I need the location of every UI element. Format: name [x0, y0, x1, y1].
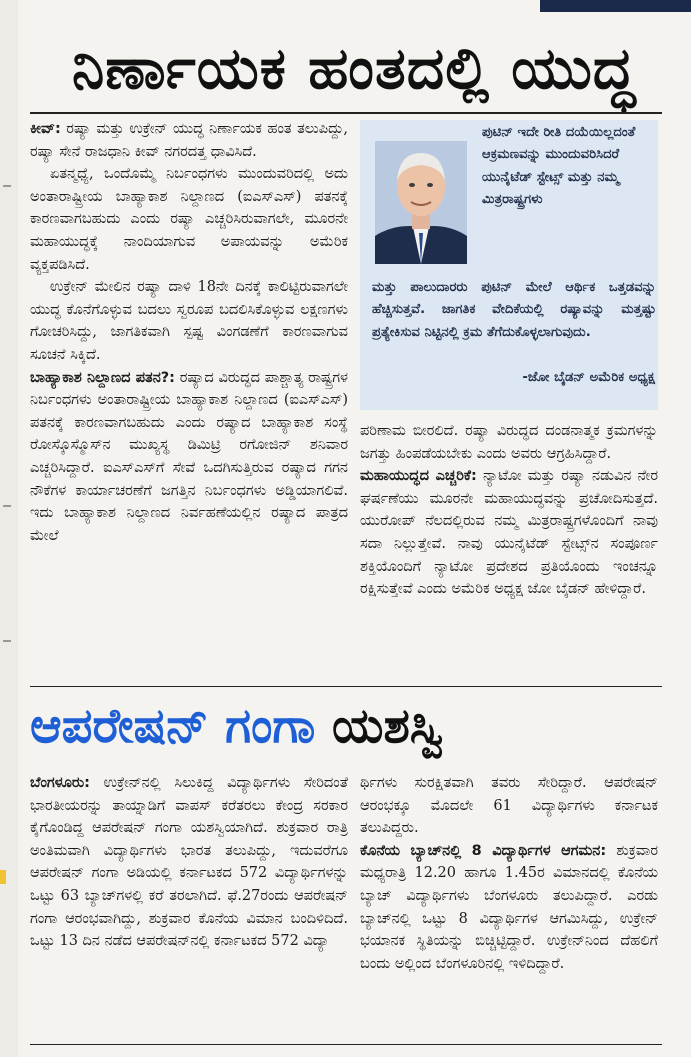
edge-mark — [3, 505, 11, 507]
war-paragraph — [360, 420, 658, 465]
headline-ganga-part1: ಆಪರೇಷನ್ ಗಂಗಾ — [30, 698, 316, 754]
paragraph-text: ರಷ್ಯಾದ ವಿರುದ್ಧದ ಪಾಶ್ಚಾತ್ಯ ರಾಷ್ಟ್ರಗಳ ನಿರ್ಬಂಧಗಳು ಅಂತಾರಾಷ್ಟ್ರೀಯ ಬಾಹ್ಯಾಕಾಶ ನಿಲ್ದಾಣದ (ಐಎಸ್‌ಎಸ್) ಪತನಕ್ಕೆ ಕಾರಣವಾಗಬಹುದು ಎಂದು ರಷ್ಯಾದ ಬಾಹ್ಯಾಕಾಶ ಸಂಸ್ಥೆ ರೋಸ್ಕೊಸ್ಮೊಸ್‌ನ ಮುಖ್ಯಸ್ಥ ಡಿಮಿಟ್ರಿ ರಗೋಜಿನ್ ಶನಿವಾರ ಎಚ್ಚರಿಸಿದ್ದಾರೆ. ಐಎಸ್‌ಎಸ್‌ಗೆ ಸೇವೆ ಒದಗಿಸುತ್ತಿರುವ ರಷ್ಯಾದ ಗಗನ ನೌಕೆಗಳ ಕಾರ್ಯಾಚರಣೆಗೆ ಜಗತ್ತಿನ ನಿರ್ಬಂಧಗಳು ಅಡ್ಡಿಯಾಗಲಿವೆ. ಇದು ಬಾಹ್ಯಾಕಾಶ ನಿಲ್ದಾಣದ ನಿರ್ವಹಣೆಯಲ್ಲಿನ ರಷ್ಯಾದ ಪಾತ್ರದ ಮೇಲೆ — [30, 369, 348, 544]
biden-photo — [375, 141, 467, 264]
paragraph-text: ಉಕ್ರೇನ್‌ನಲ್ಲಿ ಸಿಲುಕಿದ್ದ ವಿದ್ಯಾರ್ಥಿಗಳು ಸೇರಿದಂತೆ ಭಾರತೀಯರನ್ನು ತಾಯ್ನಾಡಿಗೆ ವಾಪಸ್ ಕರೆತರಲು ಕೇಂದ್ರ ಸರಕಾರ ಕೈಗೊಂಡಿದ್ದ ಆಪರೇಷನ್ ಗಂಗಾ ಯಶಸ್ವಿಯಾಗಿದೆ. ಶುಕ್ರವಾರ ರಾತ್ರಿ ಅಂತಿಮವಾಗಿ ವಿದ್ಯಾರ್ಥಿಗಳು ಭಾರತ ತಲುಪಿದ್ದು, ಇದುವರೆಗೂ ಆಪರೇಷನ್ ಗಂಗಾ ಅಡಿಯಲ್ಲಿ ಕರ್ನಾಟಕದ 572 ವಿದ್ಯಾರ್ಥಿಗಳನ್ನು ಒಟ್ಟು 63 ಬ್ಯಾಚ್‌ಗಳಲ್ಲಿ ಕರೆ ತರಲಾಗಿದೆ. ಫೆ.27ರಂದು ಆಪರೇಷನ್ ಗಂಗಾ ಆರಂಭವಾಗಿದ್ದು, ಶುಕ್ರವಾರ ಕೊನೆಯ ವಿಮಾನ ಬಂದಿಳಿದಿದೆ. ಒಟ್ಟು 13 ದಿನ ನಡೆದ ಆಪರೇಷನ್‌ನಲ್ಲಿ ಕರ್ನಾಟಕದ 572 ವಿದ್ಯಾ — [30, 775, 348, 950]
top-color-bar — [540, 0, 691, 12]
war-story-right-column — [360, 420, 658, 682]
edge-mark — [3, 640, 11, 642]
paragraph-text: ಉಕ್ರೇನ್ ಮೇಲಿನ ರಷ್ಯಾ ದಾಳಿ 18ನೇ ದಿನಕ್ಕೆ ಕಾಲಿಟ್ಟಿರುವಾಗಲೇ ಯುದ್ಧ ಕೊನೆಗೊಳ್ಳುವ ಬದಲು ಸ್ವರೂಪ ಬದಲಿಸಿಕೊಳ್ಳುವ ಲಕ್ಷಣಗಳು ಗೋಚರಿಸಿದ್ದು, ಜಾಗತಿಕವಾಗಿ ಸ್ಪಷ್ಟ ವಿಂಗಡಣೆಗೆ ಕಾರಣವಾಗುವ ಸೂಚನೆ ಸಿಕ್ಕಿದೆ. — [30, 279, 348, 363]
war-paragraph — [30, 367, 348, 548]
subheading: ಮಹಾಯುದ್ಧದ ಎಚ್ಚರಿಕೆ: — [360, 468, 477, 485]
edge-mark — [3, 185, 11, 187]
portrait-illustration — [375, 141, 467, 264]
headline-war: ನಿರ್ಣಾಯಕ ಹಂತದಲ್ಲಿ ಯುದ್ಧ — [72, 34, 636, 102]
paragraph-text: ಏತನ್ಮಧ್ಯೆ, ಒಂದೊಮ್ಮೆ ನಿರ್ಬಂಧಗಳು ಮುಂದುವರಿದಲ್ಲಿ ಅದು ಅಂತಾರಾಷ್ಟ್ರೀಯ ಬಾಹ್ಯಾಕಾಶ ನಿಲ್ದಾಣದ (ಐಎಸ್‌ಎಸ್) ಪತನಕ್ಕೆ ಕಾರಣವಾಗಬಹುದು ಎಂದು ರಷ್ಯಾ ಎಚ್ಚರಿಸಿರುವಾಗಲೇ, ಮೂರನೇ ಮಹಾಯುದ್ಧಕ್ಕೆ ನಾಂದಿಯಾಗುವ ಅಪಾಯವನ್ನು ಅಮೆರಿಕ ವ್ಯಕ್ತಪಡಿಸಿದೆ. — [30, 166, 348, 273]
war-paragraph — [360, 465, 658, 601]
paragraph-text: ನ್ಯಾಟೋ ಮತ್ತು ರಷ್ಯಾ ನಡುವಿನ ನೇರ ಘರ್ಷಣೆಯು ಮೂರನೇ ಮಹಾಯುದ್ಧವನ್ನು ಪ್ರಚೋದಿಸುತ್ತದೆ. ಯುರೋಪ್ ನೆಲದಲ್ಲಿರುವ ನಮ್ಮ ಮಿತ್ರರಾಷ್ಟ್ರಗಳೊಂದಿಗೆ ನಾವು ಸದಾ ನಿಲ್ಲುತ್ತೇವೆ. ನಾವು ಯುನೈಟೆಡ್ ಸ್ಟೇಟ್ಸ್‌ನ ಸಂಪೂರ್ಣ ಶಕ್ತಿಯೊಂದಿಗೆ ನ್ಯಾಟೋ ಪ್ರದೇಶದ ಪ್ರತಿಯೊಂದು ಇಂಚನ್ನೂ ರಕ್ಷಿಸುತ್ತೇವೆ ಎಂದು ಅಮೆರಿಕ ಅಧ್ಯಕ್ಷ ಜೋ ಬೈಡನ್ ಹೇಳಿದ್ದಾರೆ. — [360, 468, 658, 598]
left-page-edge — [0, 0, 18, 1057]
war-paragraph — [30, 118, 348, 163]
headline-ganga-part2: ಯಶಸ್ವಿ — [332, 698, 444, 754]
headline-rule — [30, 112, 662, 114]
ganga-paragraph — [360, 840, 658, 976]
war-paragraph — [30, 163, 348, 276]
ganga-paragraph — [360, 772, 658, 840]
quote-text-full: ಮತ್ತು ಪಾಲುದಾರರು ಪುಟಿನ್ ಮೇಲೆ ಆರ್ಥಿಕ ಒತ್ತಡವನ್ನು ಹೆಚ್ಚಿಸುತ್ತವೆ. ಜಾಗತಿಕ ವೇದಿಕೆಯಲ್ಲಿ ರಷ್ಯಾವನ್ನು ಮತ್ತಷ್ಟು ಪ್ರತ್ಯೇಕಿಸುವ ನಿಟ್ಟಿನಲ್ಲಿ ಕ್ರಮ ತೆಗೆದುಕೊಳ್ಳಲಾಗುವುದು. — [372, 280, 656, 340]
paragraph-text: ರ್ಥಿಗಳು ಸುರಕ್ಷಿತವಾಗಿ ತವರು ಸೇರಿದ್ದಾರೆ. ಆಪರೇಷನ್ ಆರಂಭಕ್ಕೂ ಮೊದಲೇ 61 ವಿದ್ಯಾರ್ಥಿಗಳು ಕರ್ನಾಟಕ ತಲುಪಿದ್ದರು. — [360, 775, 658, 837]
ganga-story-right-column — [360, 772, 658, 1036]
quote-attribution: -ಜೋ ಬೈಡನ್ ಅಮೆರಿಕ ಅಧ್ಯಕ್ಷ — [522, 370, 655, 385]
war-paragraph — [30, 276, 348, 366]
ganga-story-left-column — [30, 772, 348, 1036]
dateline: ಬೆಂಗಳೂರು: — [30, 775, 90, 791]
war-story-left-column — [30, 118, 348, 648]
subheading: ಕೊನೆಯ ಬ್ಯಾಚ್‌ನಲ್ಲಿ 8 ವಿದ್ಯಾರ್ಥಿಗಳ ಆಗಮನ: — [360, 842, 607, 859]
paragraph-text: ಶುಕ್ರವಾರ ಮಧ್ಯರಾತ್ರಿ 12.20 ಹಾಗೂ 1.45ರ ವಿಮಾನದಲ್ಲಿ ಕೊನೆಯ ಬ್ಯಾಚ್ ವಿದ್ಯಾರ್ಥಿಗಳು ಬೆಂಗಳೂರು ತಲುಪಿದ್ದಾರೆ. ಎರಡು ಬ್ಯಾಚ್‌ನಲ್ಲಿ ಒಟ್ಟು 8 ವಿದ್ಯಾರ್ಥಿಗಳ ಆಗಮಿಸಿದ್ದು, ಉಕ್ರೇನ್ ಭಯಾನಕ ಸ್ಥಿತಿಯನ್ನು ಬಿಚ್ಚಿಟ್ಟಿದ್ದಾರೆ. ಉಕ್ರೇನ್‌ನಿಂದ ದೆಹಲಿಗೆ ಬಂದು ಅಲ್ಲಿಂದ ಬೆಂಗಳೂರಿನಲ್ಲಿ ಇಳಿದಿದ್ದಾರೆ. — [360, 842, 658, 972]
subheading: ಬಾಹ್ಯಾಕಾಶ ನಿಲ್ದಾಣದ ಪತನ?: — [30, 369, 175, 386]
section-rule — [30, 686, 662, 687]
dateline: ಕೀವ್: — [30, 121, 61, 137]
edge-yellow-mark — [0, 870, 6, 884]
quote-text-side: ಪುಟಿನ್ ಇದೇ ರೀತಿ ದಯೆಯಿಲ್ಲದಂತೆ ಆಕ್ರಮಣವನ್ನು ಮುಂದುವರಿಸಿದರೆ ಯುನೈಟೆಡ್ ಸ್ಟೇಟ್ಸ್ ಮತ್ತು ನಮ್ಮ ಮಿತ್ರರಾಷ್ಟ್ರಗಳು — [482, 125, 636, 207]
headline-ganga — [30, 688, 680, 764]
paragraph-text: ಪರಿಣಾಮ ಬೀರಲಿದೆ. ರಷ್ಯಾ ವಿರುದ್ಧದ ದಂಡನಾತ್ಮಕ ಕ್ರಮಗಳನ್ನು ಜಗತ್ತು ಹಿಂಪಡೆಯಬೇಕು ಎಂದು ಅವರು ಆಗ್ರಹಿಸಿದ್ದಾರೆ. — [360, 423, 658, 462]
ganga-paragraph — [30, 772, 348, 953]
paragraph-text: ರಷ್ಯಾ ಮತ್ತು ಉಕ್ರೇನ್ ಯುದ್ಧ ನಿರ್ಣಾಯಕ ಹಂತ ತಲುಪಿದ್ದು, ರಷ್ಯಾ ಸೇನೆ ರಾಜಧಾನಿ ಕೀವ್ ನಗರದತ್ತ ಧಾವಿಸಿದೆ. — [30, 121, 348, 160]
bottom-rule — [30, 1044, 662, 1045]
